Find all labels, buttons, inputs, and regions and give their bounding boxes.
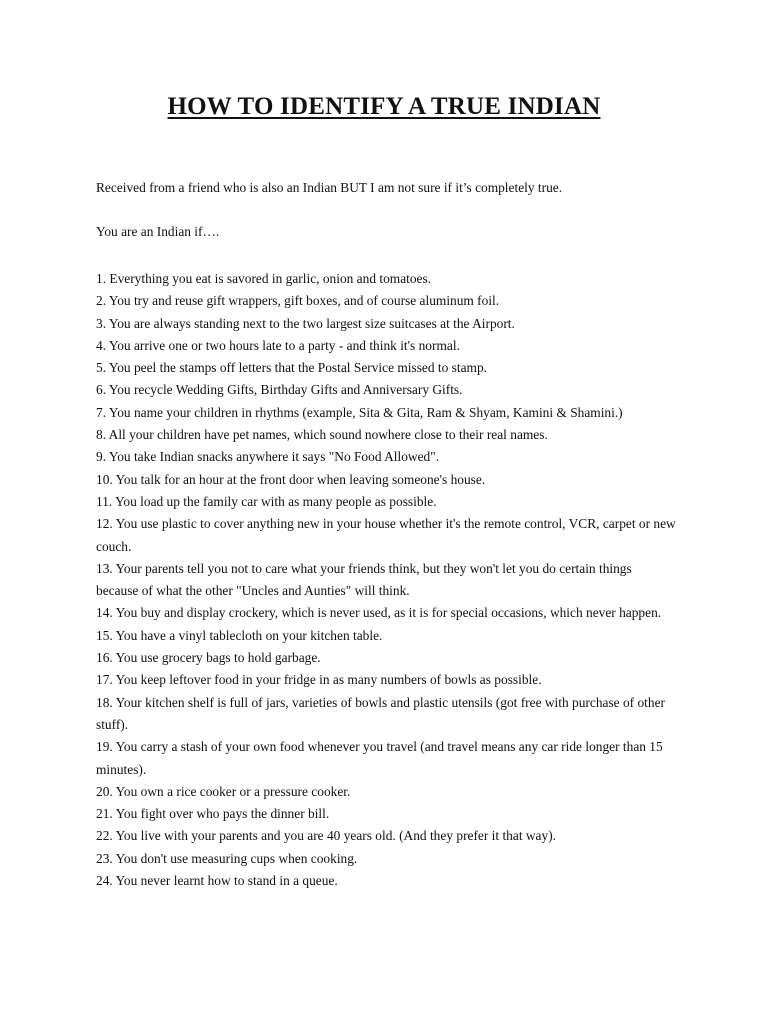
list-item: 22. You live with your parents and you are 40 years old. (And they prefer it that way). bbox=[96, 828, 557, 844]
intro-paragraph: Received from a friend who is also an Indian BUT I am not sure if it’s completely true. bbox=[96, 180, 563, 195]
list-item: 14. You buy and display crockery, which is never used, as it is for special occasions, which never happen. bbox=[96, 605, 662, 621]
list-item: 19. You carry a stash of your own food whenever you travel (and travel means any car ride longer than 15 minutes). bbox=[96, 739, 663, 777]
list-item: 18. Your kitchen shelf is full of jars, varieties of bowls and plastic utensils (got free with purchase of other stuff). bbox=[96, 694, 665, 732]
lead-paragraph: You are an Indian if…. bbox=[96, 224, 220, 239]
list-item: 15. You have a vinyl tablecloth on your kitchen table. bbox=[96, 627, 383, 643]
list-item: 12. You use plastic to cover anything new in your house whether it's the remote control, VCR, carpet or new couch. bbox=[96, 516, 676, 554]
list-item: 6. You recycle Wedding Gifts, Birthday Gifts and Anniversary Gifts. bbox=[96, 382, 463, 398]
list-item: 24. You never learnt how to stand in a queue. bbox=[96, 873, 338, 889]
list-item: 17. You keep leftover food in your fridge in as many numbers of bowls as possible. bbox=[96, 672, 542, 688]
list-item: 13. Your parents tell you not to care what your friends think, but they won't let you do certain things because of what the other "Uncles and Aunties" will think. bbox=[96, 560, 632, 599]
list-item: 9. You take Indian snacks anywhere it says "No Food Allowed". bbox=[96, 449, 440, 465]
list-item: 2. You try and reuse gift wrappers, gift boxes, and of course aluminum foil. bbox=[96, 293, 500, 309]
list-item: 7. You name your children in rhythms (example, Sita & Gita, Ram & Shyam, Kamini & Shamini.) bbox=[96, 404, 623, 420]
list-item: 10. You talk for an hour at the front door when leaving someone's house. bbox=[96, 471, 486, 487]
list-item: 11. You load up the family car with as many people as possible. bbox=[96, 493, 437, 509]
list-item: 1. Everything you eat is savored in garlic, onion and tomatoes. bbox=[96, 271, 432, 286]
list-item: 8. All your children have pet names, which sound nowhere close to their real names. bbox=[96, 427, 548, 443]
list-item: 20. You own a rice cooker or a pressure cooker. bbox=[96, 783, 351, 799]
list-item: 4. You arrive one or two hours late to a party - and think it's normal. bbox=[96, 337, 460, 353]
list-item: 23. You don't use measuring cups when cooking. bbox=[96, 850, 358, 866]
list-item: 5. You peel the stamps off letters that the Postal Service missed to stamp. bbox=[96, 360, 488, 376]
list-item: 16. You use grocery bags to hold garbage. bbox=[96, 650, 321, 666]
document-title: HOW TO IDENTIFY A TRUE INDIAN bbox=[167, 93, 601, 120]
list-item: 21. You fight over who pays the dinner bill. bbox=[96, 806, 330, 822]
list-item: 3. You are always standing next to the two largest size suitcases at the Airport. bbox=[96, 315, 515, 331]
reasons-list bbox=[96, 268, 676, 892]
